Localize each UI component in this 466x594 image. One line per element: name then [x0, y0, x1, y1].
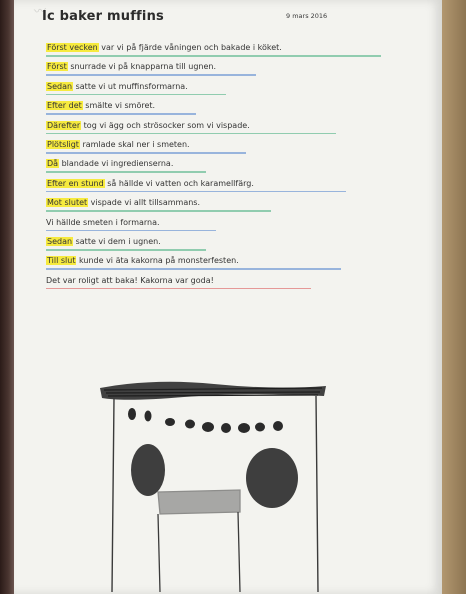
underline [46, 249, 206, 251]
document-title: Ic baker muffins [42, 9, 164, 24]
paper-sheet [14, 0, 442, 594]
text-line [46, 59, 396, 78]
text-line [46, 156, 396, 175]
highlighted-word: Efter det [47, 101, 82, 111]
line-text: Vi hällde smeten i formarna. [46, 217, 160, 227]
highlighted-word: Först vecken [47, 43, 98, 52]
text-line [46, 40, 396, 59]
highlighted-word: Till slut [47, 256, 76, 266]
underline [46, 288, 311, 290]
text-line [46, 234, 396, 253]
text-line [46, 195, 396, 214]
line-text: ramlade skal ner i smeten. [79, 139, 190, 149]
text-line [46, 79, 396, 98]
underline [46, 191, 346, 193]
line-text: blandade vi ingredienserna. [59, 159, 174, 169]
text-line [46, 253, 396, 272]
highlighted-word: Sedan [47, 236, 73, 246]
underline [46, 74, 256, 76]
underline [46, 133, 336, 135]
left-burner [131, 444, 165, 496]
text-line [46, 137, 396, 156]
oven-knobs [128, 408, 283, 433]
highlighted-word: Efter en stund [47, 178, 104, 188]
table-surface-right [440, 0, 466, 594]
underline [46, 55, 381, 57]
line-text: tog vi ägg och strösocker som vi vispade. [81, 120, 250, 130]
text-line [46, 98, 396, 117]
faint-scribble: 〰 [33, 3, 47, 19]
underline [46, 171, 206, 173]
underline [46, 268, 341, 270]
line-text: satte vi dem i ugnen. [73, 236, 161, 246]
highlighted-word: Plötsligt [47, 139, 79, 149]
text-body [46, 40, 396, 292]
underline [46, 152, 246, 154]
text-line [46, 273, 396, 292]
line-text: vispade vi allt tillsammans. [88, 198, 201, 208]
document-date: 9 mars 2016 [286, 12, 328, 20]
highlighted-word: Först [47, 62, 67, 72]
line-text: smälte vi smöret. [82, 101, 156, 111]
highlighted-word: Då [47, 159, 59, 169]
line-text: Det var roligt att baka! Kakorna var goda! [46, 275, 214, 285]
pencil-drawing-oven [94, 370, 334, 594]
text-line [46, 118, 396, 137]
underline [46, 113, 196, 115]
text-line [46, 176, 396, 195]
highlighted-word: Sedan [47, 81, 73, 91]
right-burner [246, 448, 298, 508]
line-text: så hällde vi vatten och karamellfärg. [104, 178, 254, 188]
table-surface-left [0, 0, 14, 594]
underline [46, 210, 271, 212]
line-text: var vi på fjärde våningen och bakade i köket. [98, 43, 282, 52]
highlighted-word: Därefter [47, 120, 81, 130]
oven-top-scribble [100, 382, 326, 400]
line-text: satte vi ut muffinsformarna. [73, 81, 188, 91]
oven-door [158, 490, 240, 592]
line-text: snurrade vi på knapparna till ugnen. [67, 62, 216, 72]
line-text: kunde vi äta kakorna på monsterfesten. [76, 256, 239, 266]
underline [46, 94, 226, 96]
highlighted-word: Mot slutet [47, 198, 88, 208]
underline [46, 230, 216, 232]
text-line [46, 215, 396, 234]
